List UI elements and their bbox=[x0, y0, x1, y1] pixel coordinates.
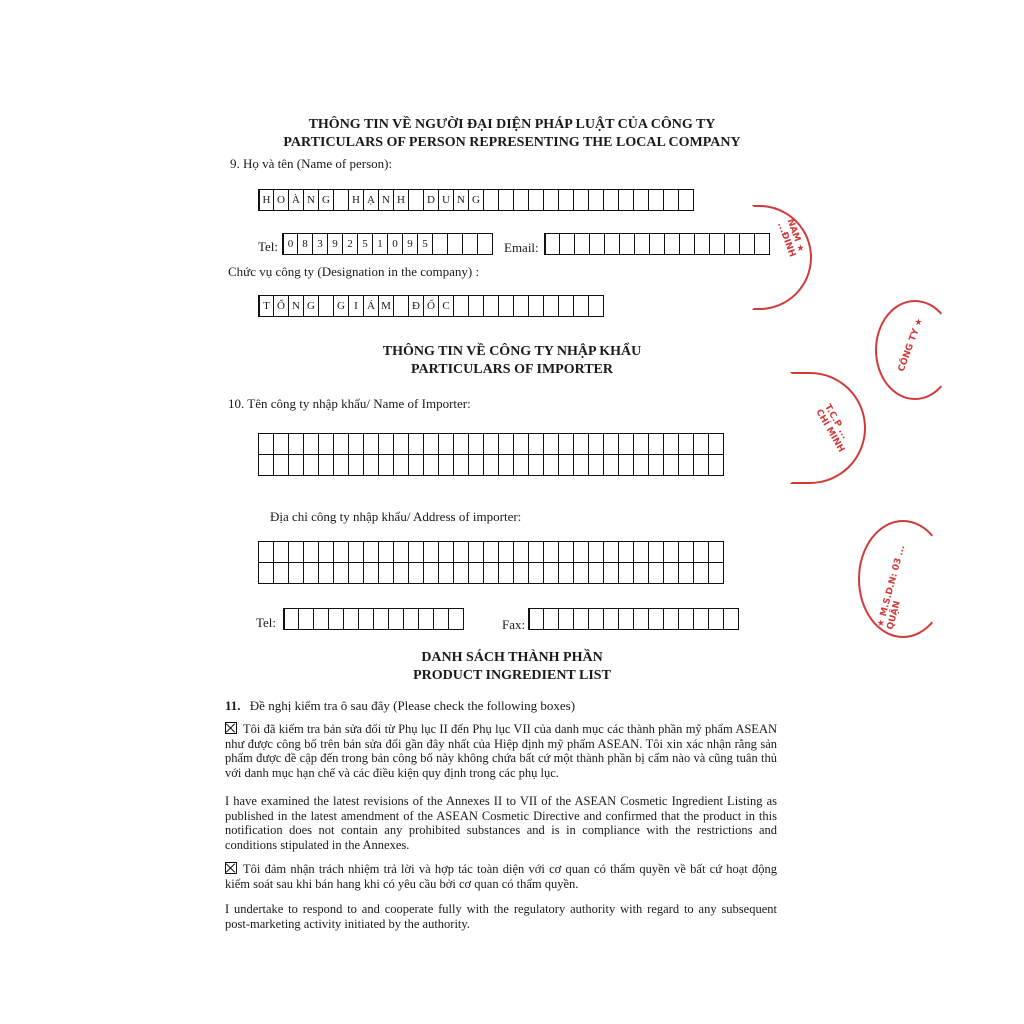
input-box[interactable] bbox=[574, 233, 590, 255]
input-box[interactable]: Đ bbox=[408, 295, 424, 317]
input-box[interactable]: H bbox=[393, 189, 409, 211]
input-box[interactable] bbox=[528, 295, 544, 317]
input-box[interactable] bbox=[283, 608, 299, 630]
input-box[interactable] bbox=[588, 541, 604, 563]
input-box[interactable]: 5 bbox=[357, 233, 373, 255]
input-box[interactable]: Ạ bbox=[363, 189, 379, 211]
input-box[interactable] bbox=[483, 295, 499, 317]
input-box[interactable]: D bbox=[423, 189, 439, 211]
input-box[interactable] bbox=[678, 189, 694, 211]
input-box[interactable] bbox=[288, 433, 304, 455]
input-box[interactable] bbox=[388, 608, 404, 630]
input-box[interactable] bbox=[303, 433, 319, 455]
input-box[interactable] bbox=[273, 454, 289, 476]
input-box[interactable] bbox=[273, 433, 289, 455]
input-box[interactable] bbox=[348, 433, 364, 455]
input-box[interactable] bbox=[333, 541, 349, 563]
company-stamp-partial bbox=[858, 520, 948, 638]
input-box[interactable] bbox=[663, 433, 679, 455]
input-box[interactable]: 1 bbox=[372, 233, 388, 255]
input-box[interactable] bbox=[273, 541, 289, 563]
input-box[interactable] bbox=[528, 541, 544, 563]
input-box[interactable] bbox=[573, 608, 589, 630]
input-box[interactable] bbox=[528, 562, 544, 584]
input-box[interactable] bbox=[648, 562, 664, 584]
input-box[interactable] bbox=[333, 562, 349, 584]
input-box[interactable] bbox=[633, 433, 649, 455]
input-box[interactable] bbox=[318, 541, 334, 563]
input-box[interactable] bbox=[468, 433, 484, 455]
input-box[interactable] bbox=[432, 233, 448, 255]
input-box[interactable] bbox=[528, 454, 544, 476]
input-box[interactable] bbox=[633, 541, 649, 563]
input-box[interactable] bbox=[678, 608, 694, 630]
input-box[interactable] bbox=[708, 608, 724, 630]
input-box[interactable] bbox=[468, 562, 484, 584]
input-box[interactable] bbox=[648, 433, 664, 455]
input-box[interactable] bbox=[453, 454, 469, 476]
input-box[interactable] bbox=[438, 454, 454, 476]
check2-vi-text: Tôi đảm nhận trách nhiệm trả lời và hợp tác toàn diện với cơ quan có thẩm quyền về bất cứ hoạt động kiểm soát sau khi bán hang khi có yêu cầu bởi cơ quan có thẩm quyền. bbox=[225, 862, 777, 891]
input-box[interactable] bbox=[603, 541, 619, 563]
ingredients-title-en: PRODUCT INGREDIENT LIST bbox=[413, 668, 611, 683]
input-box[interactable] bbox=[378, 541, 394, 563]
input-box[interactable] bbox=[498, 433, 514, 455]
input-box[interactable] bbox=[273, 562, 289, 584]
input-box[interactable] bbox=[604, 233, 620, 255]
input-box[interactable] bbox=[408, 189, 424, 211]
input-box[interactable] bbox=[468, 454, 484, 476]
input-box[interactable] bbox=[393, 541, 409, 563]
input-box[interactable] bbox=[438, 541, 454, 563]
input-box[interactable] bbox=[513, 189, 529, 211]
input-box[interactable]: C bbox=[438, 295, 454, 317]
input-box[interactable] bbox=[408, 433, 424, 455]
input-box[interactable] bbox=[433, 608, 449, 630]
input-box[interactable] bbox=[438, 433, 454, 455]
input-box[interactable] bbox=[328, 608, 344, 630]
input-box[interactable] bbox=[447, 233, 463, 255]
input-box[interactable] bbox=[678, 433, 694, 455]
input-box[interactable]: Ổ bbox=[273, 295, 289, 317]
input-box[interactable] bbox=[678, 541, 694, 563]
rep-title-vi: THÔNG TIN VỀ NGƯỜI ĐẠI DIỆN PHÁP LUẬT CỦA CÔNG TY bbox=[308, 117, 716, 132]
input-box[interactable] bbox=[694, 233, 710, 255]
input-box[interactable] bbox=[423, 433, 439, 455]
input-box[interactable] bbox=[603, 454, 619, 476]
input-box[interactable] bbox=[678, 562, 694, 584]
input-box[interactable] bbox=[348, 562, 364, 584]
input-box[interactable] bbox=[498, 295, 514, 317]
input-box[interactable]: 3 bbox=[312, 233, 328, 255]
importer-name-label: 10. Tên công ty nhập khẩu/ Name of Importer: bbox=[228, 396, 471, 411]
input-box[interactable] bbox=[544, 233, 560, 255]
input-box[interactable] bbox=[408, 562, 424, 584]
input-box[interactable] bbox=[363, 433, 379, 455]
input-box[interactable] bbox=[403, 608, 419, 630]
input-box[interactable] bbox=[498, 454, 514, 476]
input-box[interactable]: U bbox=[438, 189, 454, 211]
input-box[interactable] bbox=[288, 454, 304, 476]
input-box[interactable] bbox=[664, 233, 680, 255]
input-box[interactable] bbox=[318, 295, 334, 317]
input-box[interactable] bbox=[603, 608, 619, 630]
input-box[interactable] bbox=[618, 189, 634, 211]
input-box[interactable] bbox=[453, 562, 469, 584]
input-box[interactable] bbox=[373, 608, 389, 630]
input-box[interactable] bbox=[663, 189, 679, 211]
input-box[interactable] bbox=[483, 562, 499, 584]
company-stamp-partial bbox=[790, 372, 866, 484]
input-box[interactable] bbox=[333, 454, 349, 476]
input-box[interactable]: 9 bbox=[402, 233, 418, 255]
designation-label: Chức vụ công ty (Designation in the company) : bbox=[228, 264, 480, 279]
input-box[interactable] bbox=[708, 562, 724, 584]
input-box[interactable] bbox=[483, 454, 499, 476]
input-box[interactable] bbox=[258, 541, 274, 563]
input-box[interactable] bbox=[318, 454, 334, 476]
input-box[interactable]: H bbox=[258, 189, 274, 211]
input-box[interactable]: N bbox=[288, 295, 304, 317]
tel-label: Tel: bbox=[258, 239, 279, 254]
input-box[interactable] bbox=[318, 562, 334, 584]
input-box[interactable]: 2 bbox=[342, 233, 358, 255]
input-box[interactable] bbox=[588, 608, 604, 630]
input-box[interactable] bbox=[663, 562, 679, 584]
input-box[interactable] bbox=[573, 433, 589, 455]
input-box[interactable] bbox=[378, 562, 394, 584]
input-box[interactable]: G bbox=[468, 189, 484, 211]
input-box[interactable]: 0 bbox=[387, 233, 403, 255]
input-box[interactable]: G bbox=[333, 295, 349, 317]
input-box[interactable] bbox=[303, 454, 319, 476]
input-box[interactable] bbox=[693, 433, 709, 455]
input-box[interactable] bbox=[408, 541, 424, 563]
input-box[interactable] bbox=[633, 454, 649, 476]
input-box[interactable] bbox=[393, 562, 409, 584]
input-box[interactable] bbox=[663, 541, 679, 563]
input-box[interactable] bbox=[663, 608, 679, 630]
input-box[interactable] bbox=[318, 433, 334, 455]
input-box[interactable] bbox=[363, 454, 379, 476]
input-box[interactable] bbox=[258, 562, 274, 584]
importer-fax-boxes[interactable] bbox=[528, 608, 738, 630]
input-box[interactable] bbox=[513, 295, 529, 317]
input-box[interactable] bbox=[528, 608, 544, 630]
input-box[interactable] bbox=[709, 233, 725, 255]
input-box[interactable]: N bbox=[378, 189, 394, 211]
input-box[interactable] bbox=[453, 541, 469, 563]
input-box[interactable] bbox=[648, 189, 664, 211]
input-box[interactable] bbox=[288, 541, 304, 563]
email-boxes[interactable] bbox=[544, 233, 769, 255]
input-box[interactable] bbox=[708, 433, 724, 455]
input-box[interactable]: I bbox=[348, 295, 364, 317]
input-box[interactable]: 0 bbox=[282, 233, 298, 255]
input-box[interactable] bbox=[423, 562, 439, 584]
input-box[interactable] bbox=[573, 189, 589, 211]
importer-fax-label: Fax: bbox=[502, 617, 526, 632]
input-box[interactable]: N bbox=[453, 189, 469, 211]
input-box[interactable]: H bbox=[348, 189, 364, 211]
importer-address-row[interactable] bbox=[258, 541, 723, 563]
input-box[interactable] bbox=[693, 454, 709, 476]
input-box[interactable] bbox=[343, 608, 359, 630]
input-box[interactable] bbox=[633, 562, 649, 584]
input-box[interactable] bbox=[693, 608, 709, 630]
item-11-number: 11. bbox=[225, 698, 241, 713]
input-box[interactable]: Á bbox=[363, 295, 379, 317]
input-box[interactable] bbox=[558, 433, 574, 455]
input-box[interactable] bbox=[573, 541, 589, 563]
input-box[interactable] bbox=[363, 541, 379, 563]
input-box[interactable] bbox=[543, 541, 559, 563]
input-box[interactable] bbox=[513, 562, 529, 584]
input-box[interactable] bbox=[498, 562, 514, 584]
input-box[interactable] bbox=[393, 433, 409, 455]
input-box[interactable] bbox=[528, 433, 544, 455]
input-box[interactable] bbox=[588, 562, 604, 584]
input-box[interactable] bbox=[618, 562, 634, 584]
input-box[interactable] bbox=[378, 433, 394, 455]
input-box[interactable] bbox=[543, 454, 559, 476]
input-box[interactable] bbox=[303, 562, 319, 584]
input-box[interactable] bbox=[543, 189, 559, 211]
input-box[interactable] bbox=[513, 541, 529, 563]
input-box[interactable] bbox=[423, 454, 439, 476]
importer-address-grid[interactable] bbox=[258, 541, 723, 584]
input-box[interactable] bbox=[648, 608, 664, 630]
input-box[interactable] bbox=[589, 233, 605, 255]
input-box[interactable] bbox=[724, 233, 740, 255]
input-box[interactable] bbox=[363, 562, 379, 584]
input-box[interactable] bbox=[558, 295, 574, 317]
check2-en-text: I undertake to respond to and cooperate fully with the regulatory authority with regard to any subsequent post-marketing activity initiated by the authority. bbox=[225, 902, 777, 931]
importer-tel-boxes[interactable] bbox=[283, 608, 463, 630]
input-box[interactable] bbox=[679, 233, 695, 255]
input-box[interactable] bbox=[483, 433, 499, 455]
input-box[interactable] bbox=[348, 541, 364, 563]
stamp-text: T.C.P ... CHÍ MINH bbox=[813, 402, 850, 455]
input-box[interactable] bbox=[468, 295, 484, 317]
input-box[interactable] bbox=[258, 433, 274, 455]
name-label: 9. Họ và tên (Name of person): bbox=[230, 156, 393, 171]
input-box[interactable] bbox=[633, 608, 649, 630]
input-box[interactable] bbox=[543, 562, 559, 584]
input-box[interactable] bbox=[648, 454, 664, 476]
input-box[interactable] bbox=[588, 454, 604, 476]
input-box[interactable] bbox=[378, 454, 394, 476]
input-box[interactable] bbox=[708, 541, 724, 563]
input-box[interactable] bbox=[288, 562, 304, 584]
input-box[interactable] bbox=[358, 608, 374, 630]
input-box[interactable] bbox=[543, 433, 559, 455]
input-box[interactable] bbox=[303, 541, 319, 563]
input-box[interactable] bbox=[333, 189, 349, 211]
input-box[interactable] bbox=[588, 295, 604, 317]
importer-address-row[interactable] bbox=[258, 562, 723, 584]
input-box[interactable] bbox=[348, 454, 364, 476]
ingredients-title-vi: DANH SÁCH THÀNH PHẦN bbox=[421, 650, 603, 665]
input-box[interactable] bbox=[603, 189, 619, 211]
checked-box-icon[interactable] bbox=[225, 722, 237, 734]
importer-name-row[interactable] bbox=[258, 454, 723, 476]
importer-title-vi: THÔNG TIN VỀ CÔNG TY NHẬP KHẨU bbox=[382, 344, 642, 359]
check2-vi-paragraph bbox=[225, 862, 777, 891]
importer-tel-label: Tel: bbox=[256, 615, 277, 630]
input-box[interactable] bbox=[558, 189, 574, 211]
input-box[interactable] bbox=[453, 295, 469, 317]
input-box[interactable] bbox=[648, 541, 664, 563]
input-box[interactable] bbox=[573, 454, 589, 476]
input-box[interactable]: À bbox=[288, 189, 304, 211]
importer-title-en: PARTICULARS OF IMPORTER bbox=[410, 362, 614, 377]
input-box[interactable]: M bbox=[378, 295, 394, 317]
input-box[interactable] bbox=[708, 454, 724, 476]
input-box[interactable] bbox=[558, 541, 574, 563]
check1-vi-paragraph bbox=[225, 722, 777, 780]
stamp-text: CÔNG TY ★ bbox=[896, 316, 926, 374]
input-box[interactable] bbox=[693, 562, 709, 584]
input-box[interactable]: G bbox=[318, 189, 334, 211]
input-box[interactable] bbox=[498, 189, 514, 211]
input-box[interactable] bbox=[618, 433, 634, 455]
company-stamp-partial bbox=[875, 300, 955, 400]
input-box[interactable] bbox=[558, 608, 574, 630]
input-box[interactable] bbox=[634, 233, 650, 255]
input-box[interactable]: G bbox=[303, 295, 319, 317]
input-box[interactable] bbox=[558, 454, 574, 476]
input-box[interactable] bbox=[663, 454, 679, 476]
input-box[interactable]: 5 bbox=[417, 233, 433, 255]
input-box[interactable]: O bbox=[273, 189, 289, 211]
input-box[interactable] bbox=[528, 189, 544, 211]
input-box[interactable] bbox=[448, 608, 464, 630]
input-box[interactable] bbox=[543, 295, 559, 317]
importer-name-row[interactable] bbox=[258, 433, 723, 455]
input-box[interactable] bbox=[543, 608, 559, 630]
input-box[interactable] bbox=[558, 562, 574, 584]
stamp-text: ★ M.S.D.N: 03 ... QUẬN bbox=[875, 544, 908, 631]
input-box[interactable] bbox=[513, 433, 529, 455]
name-boxes[interactable] bbox=[258, 189, 693, 211]
item-11-line bbox=[225, 698, 575, 714]
input-box[interactable] bbox=[619, 233, 635, 255]
email-label: Email: bbox=[504, 240, 539, 255]
input-box[interactable] bbox=[298, 608, 314, 630]
input-box[interactable] bbox=[603, 562, 619, 584]
input-box[interactable] bbox=[603, 433, 619, 455]
input-box[interactable]: 8 bbox=[297, 233, 313, 255]
importer-address-label: Địa chỉ công ty nhập khẩu/ Address of importer: bbox=[270, 509, 522, 524]
designation-boxes[interactable] bbox=[258, 295, 603, 317]
company-stamp-partial bbox=[752, 205, 812, 310]
input-box[interactable] bbox=[573, 562, 589, 584]
input-box[interactable]: N bbox=[303, 189, 319, 211]
input-box[interactable] bbox=[618, 454, 634, 476]
input-box[interactable] bbox=[483, 541, 499, 563]
input-box[interactable] bbox=[393, 295, 409, 317]
input-box[interactable] bbox=[313, 608, 329, 630]
input-box[interactable] bbox=[693, 541, 709, 563]
input-box[interactable] bbox=[618, 608, 634, 630]
rep-title-en: PARTICULARS OF PERSON REPRESENTING THE LOCAL COMPANY bbox=[283, 135, 741, 150]
input-box[interactable] bbox=[438, 562, 454, 584]
input-box[interactable] bbox=[588, 189, 604, 211]
input-box[interactable]: Ố bbox=[423, 295, 439, 317]
input-box[interactable] bbox=[618, 541, 634, 563]
input-box[interactable] bbox=[333, 433, 349, 455]
input-box[interactable] bbox=[453, 433, 469, 455]
input-box[interactable] bbox=[633, 189, 649, 211]
importer-name-grid[interactable] bbox=[258, 433, 723, 476]
input-box[interactable]: T bbox=[258, 295, 274, 317]
tel-boxes[interactable] bbox=[282, 233, 492, 255]
input-box[interactable] bbox=[423, 541, 439, 563]
item-11-label: Đề nghị kiểm tra ô sau đây (Please check the following boxes) bbox=[249, 698, 576, 713]
input-box[interactable] bbox=[723, 608, 739, 630]
input-box[interactable] bbox=[418, 608, 434, 630]
input-box[interactable] bbox=[468, 541, 484, 563]
stamp-text: NAM ★ ...ĐINH bbox=[775, 217, 806, 259]
check1-en-text: I have examined the latest revisions of the Annexes II to VII of the ASEAN Cosmetic Ingredient Listing as published in the latest amendment of the ASEAN Cosmetic Directive and confirmed that the product in this notification does not contain any prohibited substances and is in compliance with the restrictions and conditions stipulated in the Annexes. bbox=[225, 794, 777, 852]
input-box[interactable] bbox=[477, 233, 493, 255]
input-box[interactable]: 9 bbox=[327, 233, 343, 255]
check1-vi-text: Tôi đã kiểm tra bản sửa đổi từ Phụ lục II đến Phụ lục VII của danh mục các thành phần mỹ phẩm ASEAN như được công bố trên bản sửa đổi gần đây nhất của Hiệp định mỹ phẩm ASEAN. Tôi xin xác nhận rằng sản phẩm được đề cập đến trong bản công bố này không chứa bất cứ một thành phần bị cấm nào và cũng tuân thủ với danh mục hạn chế và các điều kiện quy định trong các phụ lục. bbox=[225, 722, 777, 780]
input-box[interactable] bbox=[483, 189, 499, 211]
input-box[interactable] bbox=[573, 295, 589, 317]
checked-box-icon[interactable] bbox=[225, 862, 237, 874]
input-box[interactable] bbox=[498, 541, 514, 563]
input-box[interactable] bbox=[462, 233, 478, 255]
input-box[interactable] bbox=[678, 454, 694, 476]
input-box[interactable] bbox=[393, 454, 409, 476]
input-box[interactable] bbox=[649, 233, 665, 255]
input-box[interactable] bbox=[258, 454, 274, 476]
input-box[interactable] bbox=[588, 433, 604, 455]
input-box[interactable] bbox=[408, 454, 424, 476]
input-box[interactable] bbox=[513, 454, 529, 476]
input-box[interactable] bbox=[559, 233, 575, 255]
